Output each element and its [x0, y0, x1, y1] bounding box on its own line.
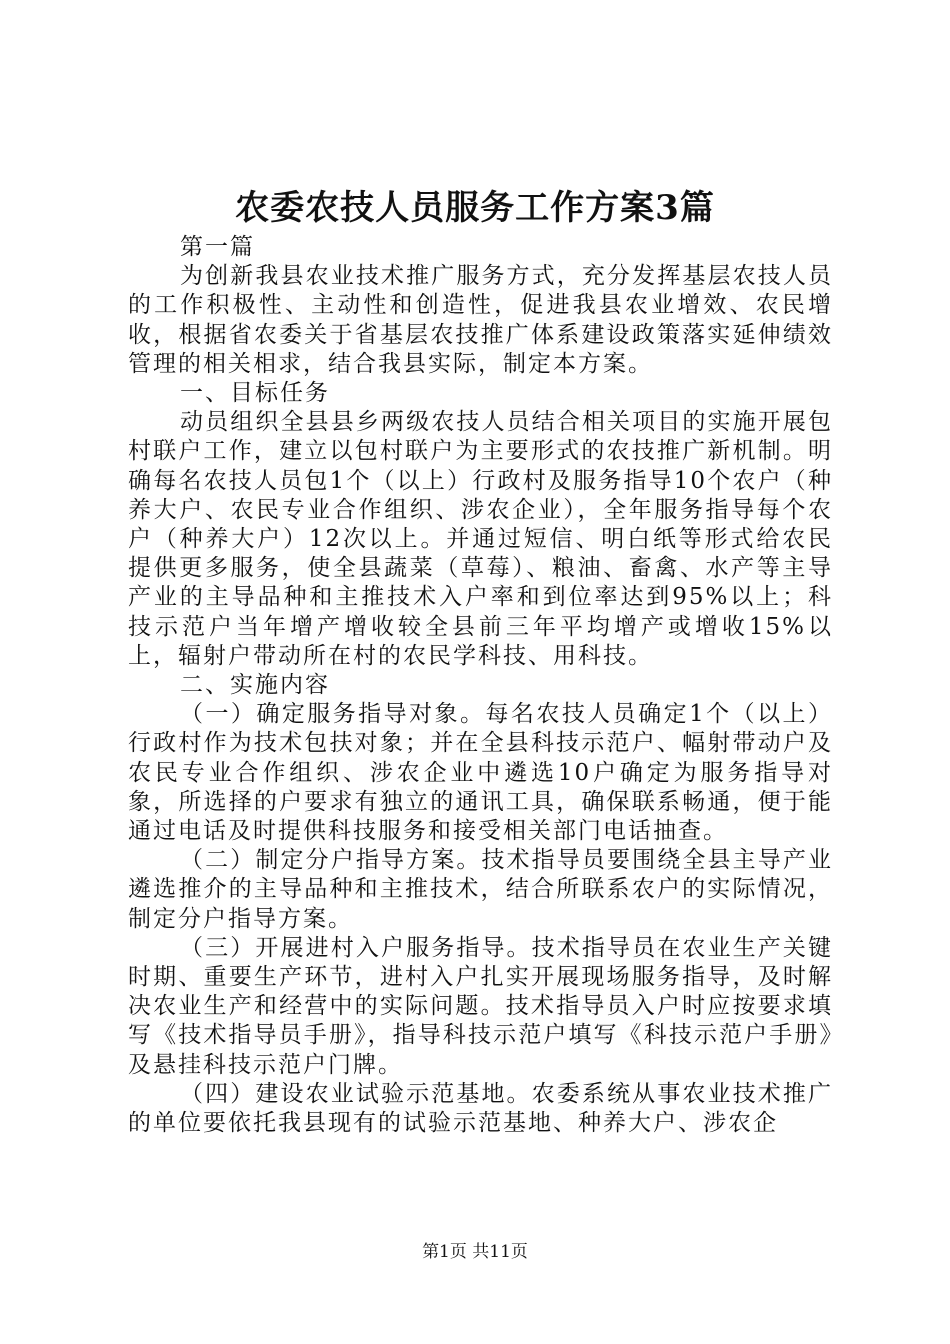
item-1-paragraph: （一）确定服务指导对象。每名农技人员确定1个（以上）行政村作为技术包扶对象；并在全县科技示范户、幅射带动户及农民专业合作组织、涉农企业中遴选10户确定为服务指导对象，所选择的户要求有独立的通讯工具，确保联系畅通，便于能通过电话及时提供科技服务和接受相关部门电话抽查。 — [128, 701, 833, 845]
section-label-first: 第一篇 — [180, 234, 255, 260]
heading-goals: 一、目标任务 — [180, 380, 330, 407]
intro-paragraph: 为创新我县农业技术推广服务方式，充分发挥基层农技人员的工作积极性、主动性和创造性，促进我县农业增效、农民增收，根据省农委关于省基层农技推广体系建设政策落实延伸绩效管理的相关相求，结合我县实际，制定本方案。 — [128, 263, 833, 377]
document-body — [128, 233, 833, 1138]
page-number-footer: 第1页 共11页 — [422, 1242, 528, 1262]
item-2-paragraph: （二）制定分户指导方案。技术指导员要围绕全县主导产业遴选推介的主导品种和主推技术，结合所联系农户的实际情况，制定分户指导方案。 — [128, 847, 833, 932]
item-3-paragraph: （三）开展进村入户服务指导。技术指导员在农业生产关键时期、重要生产环节，进村入户扎实开展现场服务指导，及时解决农业生产和经营中的实际问题。技术指导员入户时应按要求填写《技术指导员手册》，指导科技示范户填写《科技示范户手册》及悬挂科技示范户门牌。 — [128, 934, 833, 1078]
goals-paragraph: 动员组织全县县乡两级农技人员结合相关项目的实施开展包村联户工作，建立以包村联户为主要形式的农技推广新机制。明确每名农技人员包1个（以上）行政村及服务指导10个农户（种养大户、农民专业合作组织、涉农企业），全年服务指导每个农户（种养大户）12次以上。并通过短信、明白纸等形式给农民提供更多服务，使全县蔬菜（草莓）、粮油、畜禽、水产等主导产业的主导品种和主推技术入户率和到位率达到95%以上；科技示范户当年增产增收较全县前三年平均增产或增收15%以上，辐射户带动所在村的农民学科技、用科技。 — [128, 409, 833, 669]
document-title: 农委农技人员服务工作方案3篇 — [235, 188, 715, 228]
heading-implementation: 二、实施内容 — [180, 672, 330, 699]
item-4-paragraph: （四）建设农业试验示范基地。农委系统从事农业技术推广的单位要依托我县现有的试验示范基地、种养大户、涉农企 — [128, 1080, 833, 1137]
